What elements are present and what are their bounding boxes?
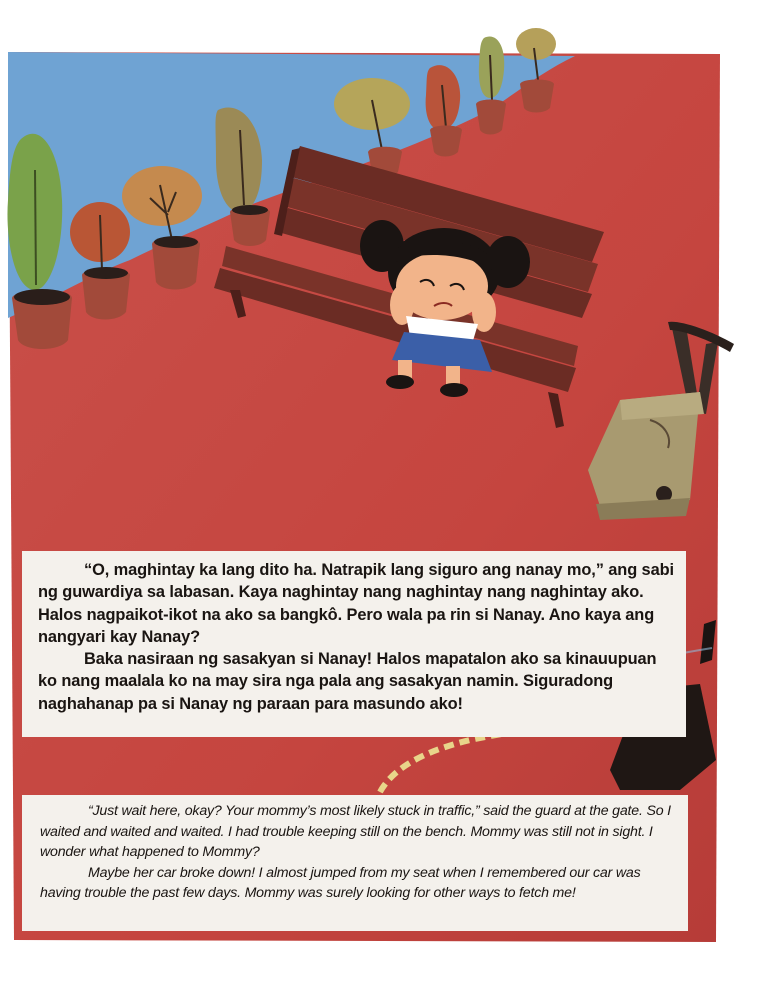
tagalog-text-panel — [22, 551, 686, 737]
tagalog-paragraph-1: “O, maghintay ka lang dito ha. Natrapik lang siguro ang nanay mo,” ang sabi ng guwardiya sa labasan. Kaya naghintay nang naghintay nang naghintay ako. Halos nagpaikot-ikot na ako sa bangkô. Pero wala pa rin si Nanay. Ano kaya ang nangyari kay Nanay? — [38, 561, 674, 646]
tagalog-paragraph-2: Baka nasiraan ng sasakyan si Nanay! Halos mapatalon ako sa kinauupuan ko nang maalala ko na may sira nga pala ang sasakyan namin. Siguradong naghahanap pa si Nanay ng paraan para masundo ako! — [38, 650, 657, 713]
english-paragraph-1: “Just wait here, okay? Your mommy’s most likely stuck in traffic,” said the guard at the gate. So I waited and waited and waited. I had trouble keeping still on the bench. Mommy was still not in sight. I wonder what happened to Mommy? — [40, 803, 671, 861]
english-paragraph-2: Maybe her car broke down! I almost jumped from my seat when I remembered our car was having trouble the past few days. Mommy was surely looking for other ways to fetch me! — [40, 864, 641, 902]
english-text-panel — [22, 795, 688, 931]
